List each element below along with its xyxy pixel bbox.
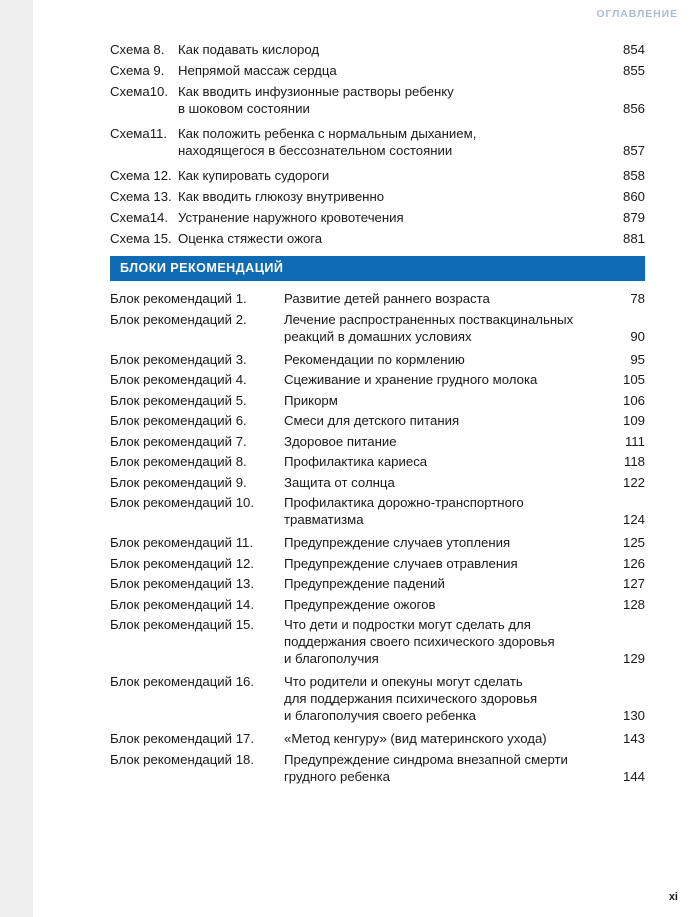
schema-title (178, 188, 611, 205)
block-title (284, 290, 611, 307)
toc-row[interactable] (110, 453, 645, 470)
block-title (284, 673, 611, 724)
title-line: Сцеживание и хранение грудного молока (284, 372, 538, 387)
title-line: Предупреждение синдрома внезапной смерти (284, 751, 568, 767)
toc-row[interactable] (110, 616, 645, 667)
title-line: Здоровое питание (284, 433, 397, 449)
toc-row[interactable] (110, 730, 645, 747)
block-title (284, 751, 611, 785)
block-label: Блок рекомендаций 11. (110, 535, 254, 550)
title-line: Предупреждение случаев отравления (284, 555, 518, 571)
folio-page-number: xi (668, 891, 678, 903)
block-page-number: 126 (622, 555, 645, 571)
title-line: Предупреждение ожогов (284, 596, 436, 612)
block-title (284, 596, 611, 613)
toc-row[interactable] (110, 673, 645, 724)
toc-row[interactable] (110, 555, 645, 572)
toc-group-schemas (110, 41, 645, 247)
schema-page-number: 856 (622, 101, 645, 116)
toc-row[interactable] (110, 575, 645, 592)
title-line: и благополучия своего ребенка (284, 708, 476, 723)
toc-row[interactable] (110, 474, 645, 491)
block-page-number: 127 (622, 576, 645, 591)
title-line: Смеси для детского питания (284, 413, 460, 428)
schema-page-number: 854 (622, 42, 645, 57)
schema-page-number: 881 (622, 231, 645, 246)
block-title (284, 555, 611, 572)
block-label: Блок рекомендаций 8. (110, 454, 247, 469)
block-label: Блок рекомендаций 14. (110, 596, 255, 612)
title-line: травматизма (284, 512, 364, 527)
toc-row[interactable] (110, 392, 645, 409)
schema-page-number: 857 (622, 143, 645, 158)
toc-row[interactable] (110, 433, 645, 450)
title-line: Что родители и опекуны могут сделать (284, 674, 523, 689)
block-page-number: 125 (622, 535, 645, 550)
toc-row[interactable] (110, 83, 645, 117)
toc-row[interactable] (110, 494, 645, 528)
title-line: Устранение наружного кровотечения (178, 210, 404, 225)
toc-row[interactable] (110, 41, 645, 58)
schema-label: Схема14. (110, 210, 169, 225)
schema-title (178, 125, 611, 159)
title-line: Оценка стяжести ожога (178, 231, 323, 246)
block-title (284, 534, 611, 551)
schema-title (178, 167, 611, 184)
title-line: «Метод кенгуру» (вид материнского ухода) (284, 731, 547, 746)
block-title (284, 494, 611, 528)
section-heading-bar: БЛОКИ РЕКОМЕНДАЦИЙ (110, 256, 645, 281)
block-label: Блок рекомендаций 15. (110, 617, 255, 632)
block-title (284, 730, 611, 747)
block-page-number: 105 (622, 372, 645, 387)
title-line: Развитие детей раннего возраста (284, 291, 490, 306)
title-line: Защита от солнца (284, 474, 395, 490)
title-line: Прикорм (284, 392, 338, 408)
title-line: Что дети и подростки могут сделать для (284, 617, 531, 632)
toc-row[interactable] (110, 125, 645, 159)
toc-row[interactable] (110, 209, 645, 226)
block-title (284, 351, 611, 368)
title-line: Профилактика кариеса (284, 454, 428, 469)
block-title (284, 616, 611, 667)
title-line: Как купировать судороги (178, 168, 330, 183)
title-line: поддержания своего психического здоровья (284, 634, 555, 649)
block-label: Блок рекомендаций 3. (110, 351, 247, 367)
title-line: Как положить ребенка с нормальным дыханием, (178, 126, 477, 141)
title-line: Предупреждение случаев утопления (284, 535, 511, 550)
block-page-number: 144 (622, 768, 645, 784)
block-title (284, 311, 611, 345)
schema-page-number: 858 (622, 168, 645, 183)
schema-page-number: 860 (622, 189, 645, 204)
block-page-number: 130 (622, 708, 645, 723)
block-label: Блок рекомендаций 13. (110, 576, 255, 591)
toc-row[interactable] (110, 167, 645, 184)
toc-row[interactable] (110, 751, 645, 785)
block-label: Блок рекомендаций 12. (110, 555, 255, 571)
title-line: Лечение распространенных поствакцинальных (284, 311, 574, 327)
title-line: реакций в домашних условиях (284, 328, 472, 344)
title-line: Как вводить инфузионные растворы ребенку (178, 84, 454, 99)
title-line: грудного ребенка (284, 768, 390, 784)
block-label: Блок рекомендаций 1. (110, 291, 247, 306)
title-line: и благополучия (284, 651, 379, 666)
toc-content (110, 41, 645, 791)
block-page-number: 111 (624, 433, 645, 449)
schema-label: Схема11. (110, 126, 168, 141)
block-label: Блок рекомендаций 2. (110, 311, 247, 327)
block-page-number: 118 (623, 454, 645, 469)
schema-title (178, 62, 611, 79)
document-page (33, 0, 700, 917)
toc-row[interactable] (110, 371, 645, 388)
schema-title (178, 230, 611, 247)
toc-row[interactable] (110, 351, 645, 368)
block-page-number: 78 (630, 291, 645, 306)
block-label: Блок рекомендаций 10. (110, 495, 255, 510)
toc-row[interactable] (110, 534, 645, 551)
schema-title (178, 83, 611, 117)
block-title (284, 575, 611, 592)
block-title (284, 371, 611, 388)
title-line: Профилактика дорожно-транспортного (284, 495, 524, 510)
block-page-number: 128 (622, 596, 645, 612)
block-label: Блок рекомендаций 17. (110, 731, 255, 746)
title-line: для поддержания психического здоровья (284, 691, 538, 706)
toc-row[interactable] (110, 290, 645, 307)
schema-page-number: 855 (622, 63, 645, 78)
block-label: Блок рекомендаций 5. (110, 392, 247, 408)
schema-label: Схема 15. (110, 231, 172, 246)
toc-group-recommendation-blocks (110, 290, 645, 785)
block-title (284, 453, 611, 470)
title-line: находящегося в бессознательном состоянии (178, 143, 453, 158)
block-label: Блок рекомендаций 7. (110, 433, 247, 449)
block-title (284, 474, 611, 491)
title-line: Рекомендации по кормлению (284, 351, 465, 367)
schema-title (178, 209, 611, 226)
schema-label: Схема 8. (110, 42, 165, 57)
running-head: ОГЛАВЛЕНИЕ (596, 8, 678, 20)
schema-label: Схема10. (110, 84, 169, 99)
block-label: Блок рекомендаций 4. (110, 372, 247, 387)
block-page-number: 122 (622, 474, 645, 490)
title-line: Непрямой массаж сердца (178, 63, 337, 78)
title-line: в шоковом состоянии (178, 101, 310, 116)
block-page-number: 109 (622, 413, 645, 428)
schema-label: Схема 12. (110, 168, 172, 183)
toc-row[interactable] (110, 62, 645, 79)
block-page-number: 90 (630, 328, 645, 344)
title-line: Как вводить глюкозу внутривенно (178, 189, 385, 204)
block-label: Блок рекомендаций 9. (110, 474, 247, 490)
block-label: Блок рекомендаций 18. (110, 751, 255, 767)
toc-row[interactable] (110, 311, 645, 345)
block-page-number: 106 (622, 392, 645, 408)
block-title (284, 433, 611, 450)
block-page-number: 143 (622, 731, 645, 746)
block-page-number: 129 (622, 651, 645, 666)
block-title (284, 392, 611, 409)
block-title (284, 412, 611, 429)
toc-row[interactable] (110, 412, 645, 429)
block-page-number: 124 (622, 512, 645, 527)
toc-row[interactable] (110, 230, 645, 247)
block-label: Блок рекомендаций 6. (110, 413, 247, 428)
toc-row[interactable] (110, 188, 645, 205)
toc-row[interactable] (110, 596, 645, 613)
schema-title (178, 41, 611, 58)
schema-page-number: 879 (622, 210, 645, 225)
block-label: Блок рекомендаций 16. (110, 674, 255, 689)
block-page-number: 95 (630, 351, 645, 367)
schema-label: Схема 9. (110, 63, 165, 78)
title-line: Как подавать кислород (178, 42, 320, 57)
schema-label: Схема 13. (110, 189, 172, 204)
title-line: Предупреждение падений (284, 576, 445, 591)
